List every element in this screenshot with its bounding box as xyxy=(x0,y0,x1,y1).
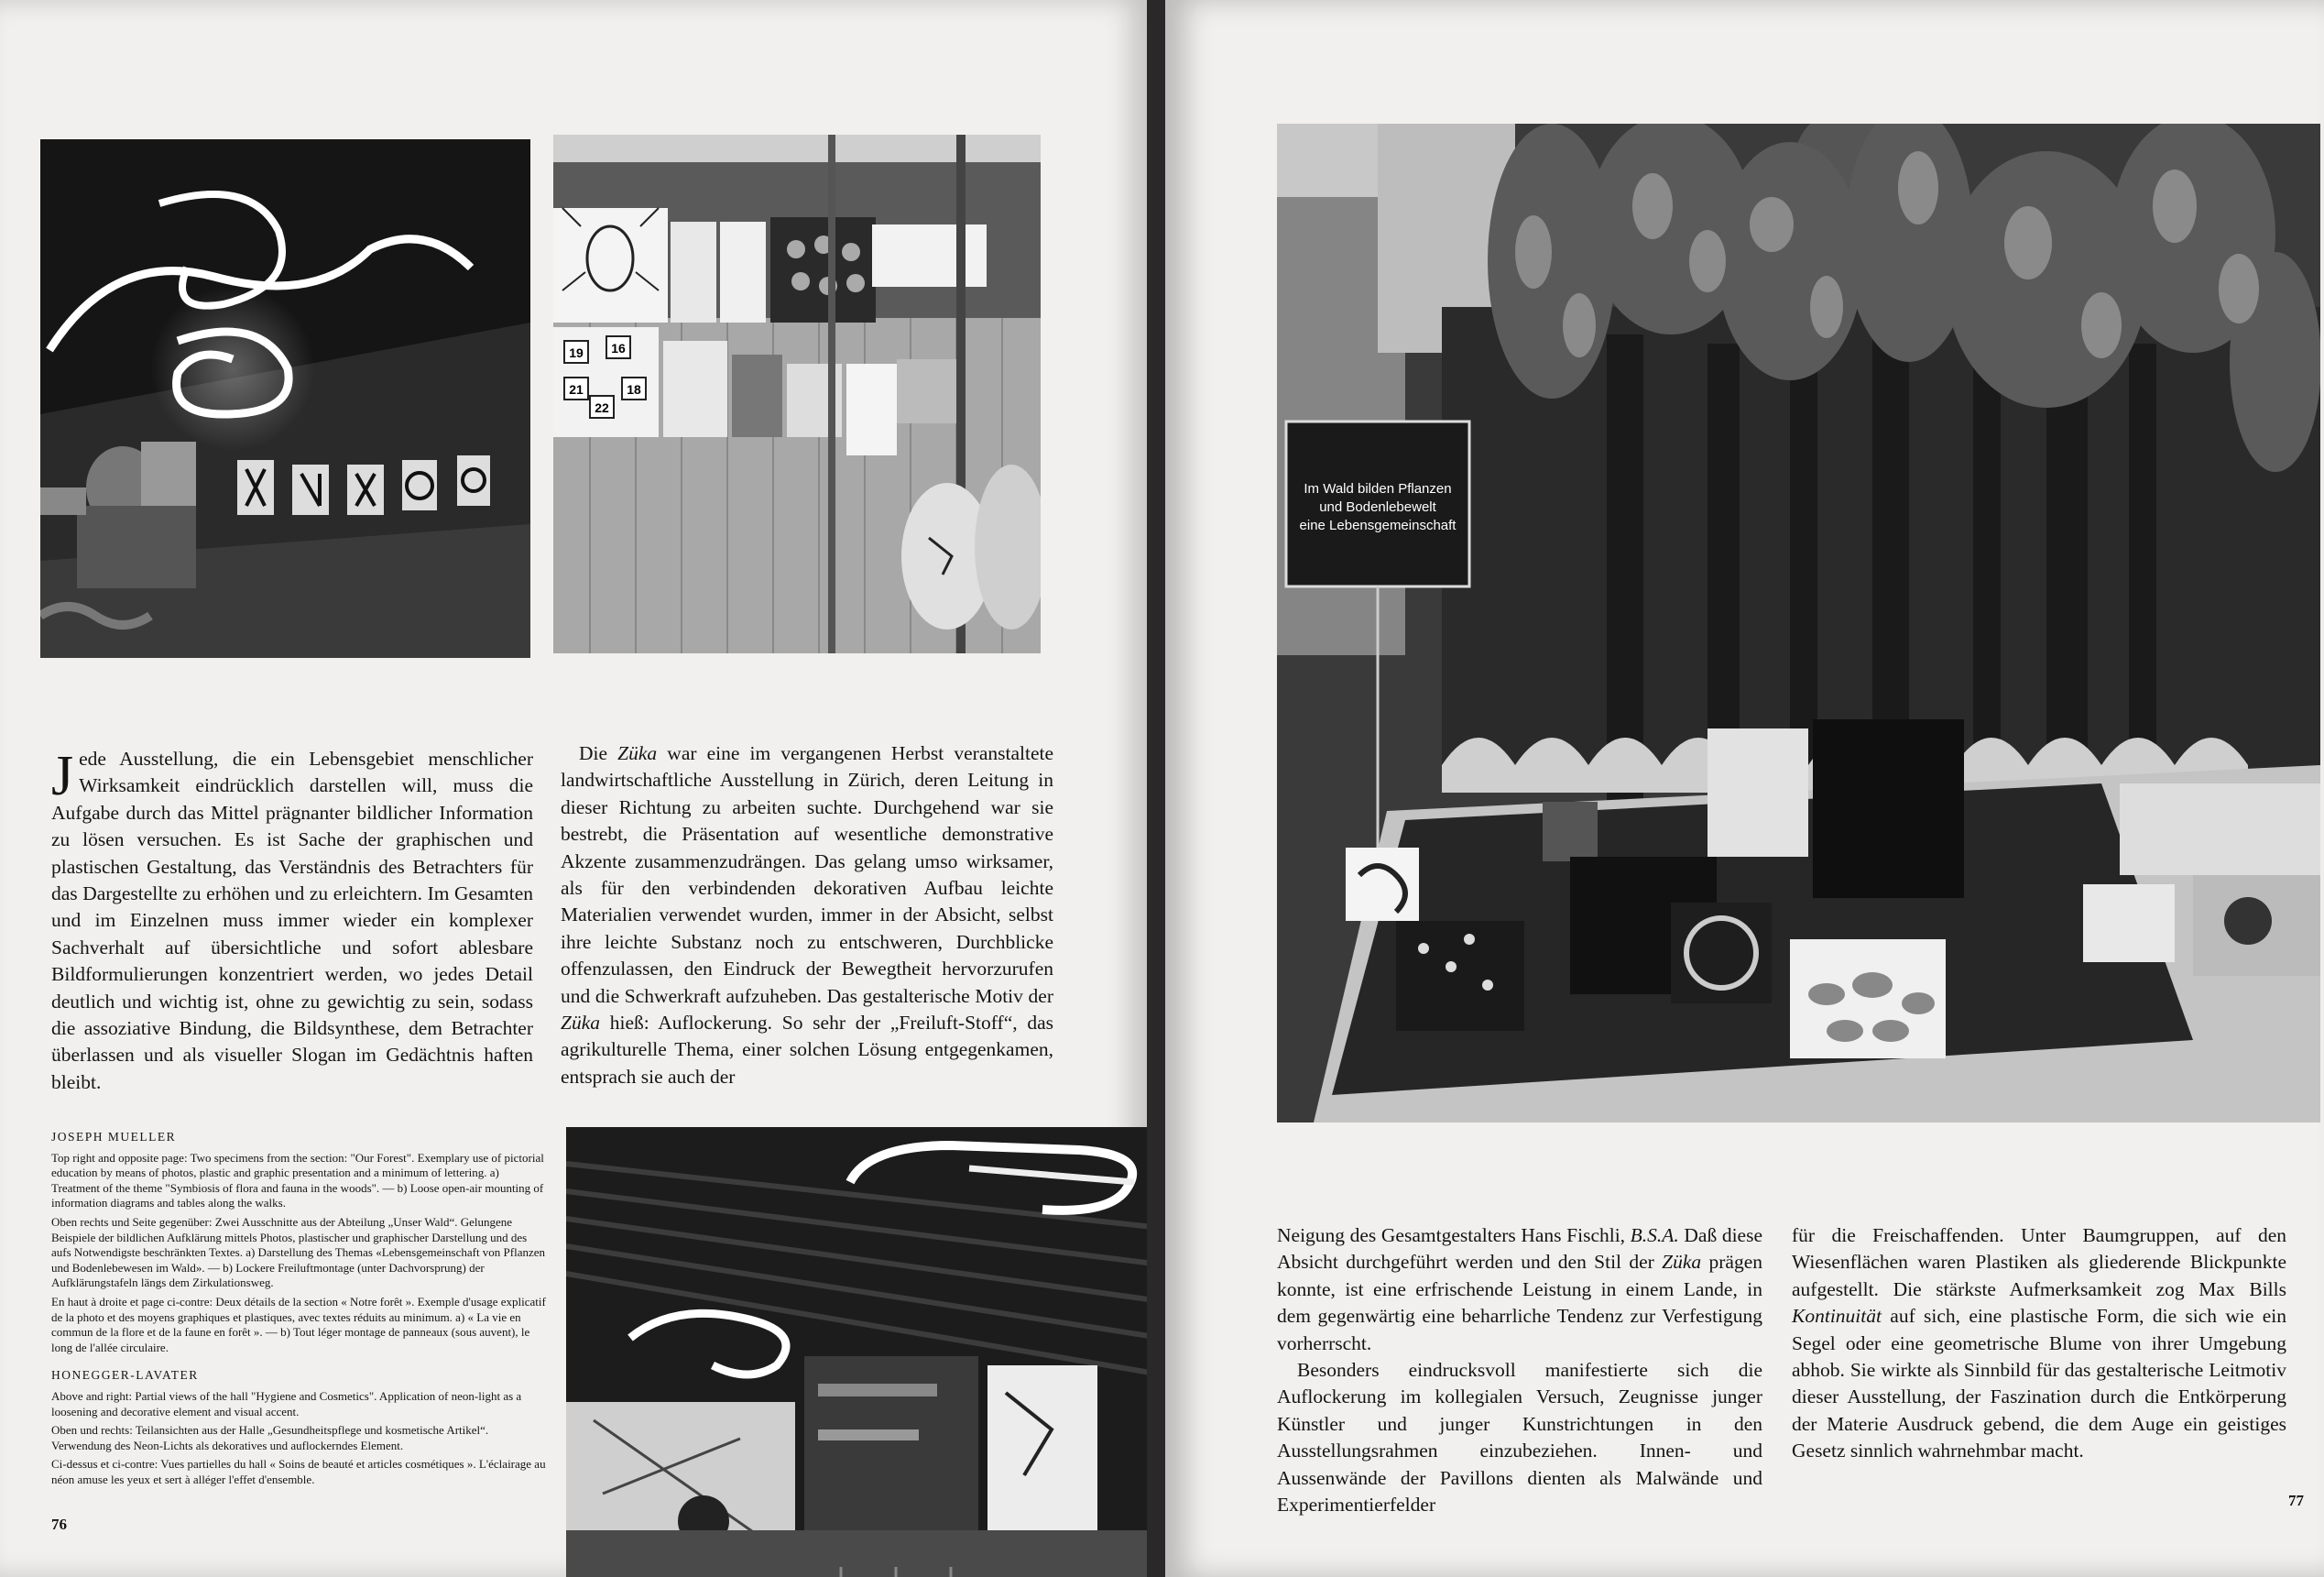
caption-heading-honegger: HONEGGER-LAVATER xyxy=(51,1368,199,1383)
photo-neon-hall xyxy=(40,139,530,658)
page-number-left: 76 xyxy=(51,1516,67,1533)
caption-heading-mueller: JOSEPH MUELLER xyxy=(51,1130,177,1144)
exhibit-sign-line3: eine Lebensgemeinschaft xyxy=(1299,518,1457,533)
panel-label: 19 xyxy=(569,345,584,360)
drop-cap: J xyxy=(51,745,74,807)
text-italic: Züka xyxy=(561,1012,600,1035)
exhibit-sign-line2: und Bodenlebewelt xyxy=(1319,499,1436,515)
gutter xyxy=(1147,0,1165,1577)
left-page xyxy=(0,0,1147,1577)
caption-de-2: Oben und rechts: Teilansichten aus der Halle „Gesundheitspflege und kosmetische Artikel“. Verwendung des Neon-Lichts als dekoratives und auflockerndes Element. xyxy=(51,1423,489,1452)
right-page xyxy=(1165,0,2324,1577)
caption-en-2: Above and right: Partial views of the hall "Hygiene and Cosmetics". Application of neon-light as a loosening and decorative element and visual accent. xyxy=(51,1388,522,1418)
right-col1-text xyxy=(1277,1222,1762,1518)
text-italic: B.S.A. xyxy=(1630,1224,1679,1246)
caption-en-1: Top right and opposite page: Two specimens from the section: "Our Forest". Exemplary use of pictorial education by means of photos, plastic and graphic presentation and a minimum of lettering. a) Treatment of the theme "Symbiosis of flora and fauna in the woods". — b) Loose open-air mounting of information diagrams and tables along the walks. xyxy=(51,1150,544,1210)
caption-separator xyxy=(51,1359,546,1368)
text-run: hieß: Auflockerung. So sehr der „Freiluft-Stoff“, das agrikulturelle Thema, einer solchen Lösung entgegenkamen, entsprach sie auch der xyxy=(561,1012,1053,1088)
right-col1-paragraph2: Besonders eindrucksvoll manifestierte sich die Auflockerung im kollegialen Versuch, Zeugnisse junger Künstler und junger Kunstrichtungen in den Ausstellungsrahmen einzubeziehen. Innen- und Aussenwände der Pavillons dienten als Malwände und Experimentierfelder xyxy=(1277,1359,1762,1517)
caption-de-1: Oben rechts und Seite gegenüber: Zwei Ausschnitte aus der Abteilung „Unser Wald“. Gelungene Beispiele der bildlichen Aufklärung mittels Photos, plastischer und graphischer Darstellung und des aufs Notwendigste beschränkten Textes. a) Darstellung des Themas «Lebensgemeinschaft von Pflanzen und Bodenlebewesen im Wald». — b) Lockere Freiluftmontage (unter Dachvorsprung) der Aufklärungstafeln längs dem Zirkulationsweg. xyxy=(51,1214,546,1290)
panel-label: 21 xyxy=(569,382,584,397)
text-italic: Züka xyxy=(617,742,658,764)
text-run: Die xyxy=(579,742,618,764)
text-run: prägen konnte, ist eine erfrischende Leistung in einem Lande, in dem gegenwärtig eine beharrliche Tendenz zur Verfestigung vorherrscht. xyxy=(1277,1251,1762,1354)
caption-fr-1: En haut à droite et page ci-contre: Deux détails de la section « Notre forêt ». Exemple d'usage explicatif de la photo et des moyens graphiques et plastiques, avec textes réduits au minimum. a) « La vie en commun de la flore et de la faune en forêt ». — b) Tout léger montage de panneaux (sous auvent), le long de l'allée circulaire. xyxy=(51,1294,546,1354)
page-number-right: 77 xyxy=(2288,1492,2304,1509)
panel-label: 16 xyxy=(611,341,626,356)
panel-label: 22 xyxy=(595,400,609,415)
photo-forest-exhibit xyxy=(1277,124,2320,1123)
text-run: Daß diese Absicht durchgeführt werden und den Stil der xyxy=(1277,1224,1762,1274)
left-col1-paragraph: ede Ausstellung, die ein Lebensgebiet menschlicher Wirksamkeit eindrücklich darstellen will, muss die Aufgabe durch das Mittel prägnanter bildlicher Information zu lösen versuchen. Es ist Sache der graphischen und plastischen Gestaltung, das Verständnis des Betrachters für das Dargestellte zu erhöhen und zu erleichtern. Im Gesamten und im Einzelnen muss immer wieder ein komplexer Sachverhalt auf übersichtliche und sofort ablesbare Bildformulierungen konzentriert werden, wo jedes Detail deutlich und wichtig ist, ohne zu gewichtig zu sein, sodass die assoziative Bindung, die Bildsynthese, dem Betrachter überlassen und als visueller Slogan im Gedächtnis haften bleibt. xyxy=(51,748,533,1093)
text-italic: Kontinuität xyxy=(1792,1305,1882,1328)
panel-label: 18 xyxy=(627,382,641,397)
left-col2-text xyxy=(561,740,1053,1090)
right-col2-text xyxy=(1792,1222,2286,1465)
text-italic: Züka xyxy=(1662,1251,1702,1274)
photo-hygiene-hall xyxy=(566,1127,1162,1577)
photo-outdoor-panels xyxy=(553,135,1041,653)
captions xyxy=(51,1130,546,1491)
text-run: für die Freischaffenden. Unter Baumgruppen, auf den Wiesenflächen waren Plastiken als gliederende Blickpunkte aufgestellt. Die stärkste Aufmerksamkeit zog Max Bills xyxy=(1792,1224,2286,1300)
exhibit-sign-line1: Im Wald bilden Pflanzen xyxy=(1304,481,1452,497)
caption-fr-2: Ci-dessus et ci-contre: Vues partielles du hall « Soins de beauté et articles cosmétiques ». L'éclairage au néon amuse les yeux et sert à alléger l'effet d'ensemble. xyxy=(51,1457,546,1486)
text-run: war eine im vergangenen Herbst veranstaltete landwirtschaftliche Ausstellung in Zürich, deren Leitung in dieser Richtung zu arbeiten suchte. Durchgehend war sie bestrebt, die Präsentation auf wesentliche demonstrative Akzente zusammenzudrängen. Das gelang umso wirksamer, als für den verbindenden dekorativen Aufbau leichte Materialien verwendet wurden, immer in der Absicht, selbst ihre leichte Substanz noch zu entschweren, Durchblicke offenzulassen, den Eindruck der Bewegtheit hervorzurufen und die Schwerkraft aufzuheben. Das gestalterische Motiv der xyxy=(561,742,1053,1007)
left-col1-text xyxy=(51,746,533,1096)
text-run: Neigung des Gesamtgestalters Hans Fischli, xyxy=(1277,1224,1631,1246)
text-run: auf sich, eine plastische Form, die sich wie ein Segel oder eine geometrische Blume von ihrer Umgebung abhob. Sie wirkte als Sinnbild für das gestalterische Leitmotiv dieser Ausstellung, der Faszination durch die Entkörperung der Materie Ausdruck gebend, die dem Auge ein geistiges Gesetz sinnlich wahrnehmbar macht. xyxy=(1792,1305,2286,1462)
